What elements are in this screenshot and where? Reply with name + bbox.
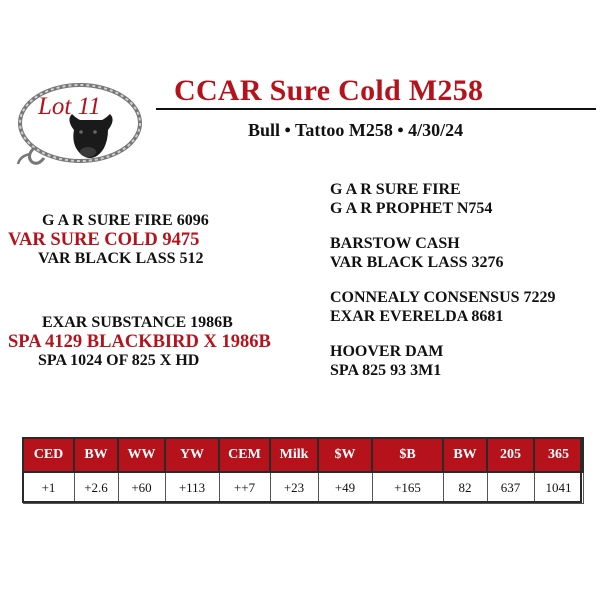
dam: SPA 4129 BLACKBIRD X 1986B [8,332,271,352]
title-divider [156,108,596,110]
epd-header-ced: CED [23,438,74,472]
epd-value-row [23,472,583,504]
epd-value-ww: +60 [118,472,165,504]
epd-header-cem: CEM [219,438,270,472]
ancestor-4: VAR BLACK LASS 3276 [330,254,504,271]
epd-value-365: 1041 [534,472,583,504]
ancestor-3: BARSTOW CASH [330,235,460,252]
dam-dam: SPA 1024 OF 825 X HD [38,352,200,369]
epd-header-365: 365 [534,438,583,472]
animal-info: Bull • Tattoo M258 • 4/30/24 [248,120,464,140]
epd-value-ced: +1 [23,472,74,504]
epd-table [22,437,584,504]
epd-value-w-index: +49 [318,472,372,504]
epd-header-yw: YW [165,438,219,472]
epd-value-actual-bw: 82 [443,472,487,504]
ancestor-6: EXAR EVERELDA 8681 [330,308,504,325]
page-title: CCAR Sure Cold M258 [174,74,484,107]
lot-number: Lot 11 [38,93,101,120]
epd-header-actual-bw: BW [443,438,487,472]
epd-header-milk: Milk [270,438,318,472]
epd-value-cem: ++7 [219,472,270,504]
ancestor-5: CONNEALY CONSENSUS 7229 [330,289,556,306]
epd-value-milk: +23 [270,472,318,504]
epd-value-205: 637 [487,472,534,504]
epd-header-w-index: $W [318,438,372,472]
epd-value-yw: +113 [165,472,219,504]
epd-value-bw: +2.6 [74,472,118,504]
ancestor-8: SPA 825 93 3M1 [330,362,442,379]
ancestor-2: G A R PROPHET N754 [330,200,493,217]
ancestor-1: G A R SURE FIRE [330,181,461,198]
epd-header-205: 205 [487,438,534,472]
sire-dam: VAR BLACK LASS 512 [38,250,204,267]
epd-header-bw: BW [74,438,118,472]
epd-value-b-index: +165 [372,472,443,504]
sire: VAR SURE COLD 9475 [8,230,200,250]
sire-sire: G A R SURE FIRE 6096 [42,212,209,229]
epd-header-ww: WW [118,438,165,472]
dam-sire: EXAR SUBSTANCE 1986B [42,314,233,331]
ancestor-7: HOOVER DAM [330,343,444,360]
epd-header-row [23,438,583,472]
epd-header-b-index: $B [372,438,443,472]
